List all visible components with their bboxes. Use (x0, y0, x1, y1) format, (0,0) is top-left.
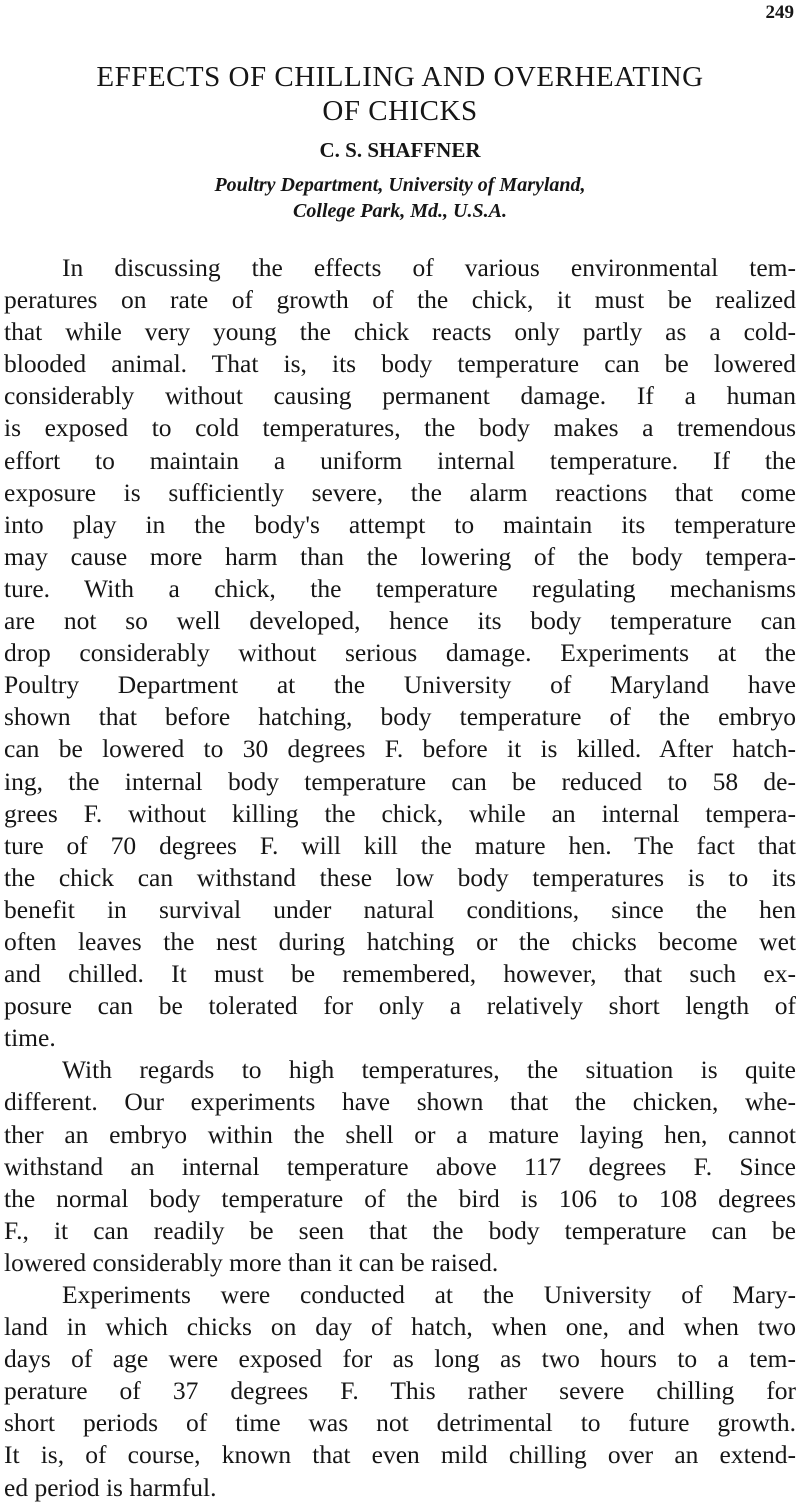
text-line: With regards to high temperatures, the situation is quite (62, 1055, 796, 1085)
title-line: OF CHICKS (322, 95, 478, 127)
text-line: In discussing the effects of various environmental tem- (62, 253, 796, 282)
text-line: are not so well developed, hence its body temperature can (4, 606, 796, 636)
text-line: considerably without causing permanent damage. If a human (4, 381, 796, 411)
text-line: shown that before hatching, body temperature of the embryo (4, 702, 796, 732)
paragraph (4, 1054, 796, 1279)
author-affiliation (0, 172, 800, 224)
text-line: Experiments were conducted at the University of Mary- (62, 1280, 796, 1309)
text-line: often leaves the nest during hatching or the chicks become wet (4, 926, 796, 956)
text-line: can be lowered to 30 degrees F. before it is killed. After hatch- (4, 734, 796, 764)
text-line: may cause more harm than the lowering of the body tempera- (4, 541, 796, 571)
text-line: Poultry Department at the University of Maryland have (4, 670, 796, 700)
text-line: grees F. without killing the chick, while an internal tempera- (4, 798, 796, 828)
text-line: It is, of course, known that even mild chilling over an extend- (4, 1440, 796, 1470)
text-line: ther an embryo within the shell or a mature laying hen, cannot (4, 1119, 796, 1149)
author-name: C. S. SHAFFNER (319, 138, 481, 162)
text-line: peratures on rate of growth of the chick, it must be realized (4, 285, 796, 315)
text-line: ture of 70 degrees F. will kill the mature hen. The fact that (4, 830, 796, 860)
title-line: EFFECTS OF CHILLING AND OVERHEATING (96, 61, 704, 93)
text-line: that while very young the chick reacts only partly as a cold- (4, 317, 796, 347)
text-line: is exposed to cold temperatures, the body makes a tremendous (4, 413, 796, 443)
text-line: blooded animal. That is, its body temperature can be lowered (4, 349, 796, 379)
text-line: drop considerably without serious damage. Experiments at the (4, 638, 796, 668)
text-line: effort to maintain a uniform internal temperature. If the (4, 445, 796, 475)
affiliation-line: Poultry Department, University of Maryland, (214, 174, 586, 196)
text-line: the normal body temperature of the bird is 106 to 108 degrees (4, 1183, 796, 1213)
text-line: benefit in survival under natural conditions, since the hen (4, 894, 796, 924)
text-line: into play in the body's attempt to maintain its temperature (4, 509, 796, 539)
paragraph (4, 1279, 796, 1504)
text-line: short periods of time was not detrimental to future growth. (4, 1408, 796, 1438)
text-line: posure can be tolerated for only a relatively short length of (4, 991, 796, 1021)
text-line: time. (4, 1023, 56, 1053)
text-line: withstand an internal temperature above 117 degrees F. Since (4, 1151, 796, 1181)
text-line: the chick can withstand these low body temperatures is to its (4, 862, 796, 892)
article-title (0, 60, 800, 128)
affiliation-line: College Park, Md., U.S.A. (293, 200, 507, 222)
text-line: ed period is harmful. (4, 1472, 217, 1502)
paragraph (4, 252, 796, 1054)
text-line: and chilled. It must be remembered, however, that such ex- (4, 959, 796, 989)
text-line: F., it can readily be seen that the body temperature can be (4, 1215, 796, 1245)
text-line: ture. With a chick, the temperature regulating mechanisms (4, 573, 796, 603)
text-line: exposure is sufficiently severe, the alarm reactions that come (4, 477, 796, 507)
text-line: ing, the internal body temperature can be reduced to 58 de- (4, 766, 796, 796)
text-line: lowered considerably more than it can be raised. (4, 1247, 499, 1277)
article-body (4, 252, 796, 1504)
text-line: days of age were exposed for as long as two hours to a tem- (4, 1344, 796, 1374)
text-line: perature of 37 degrees F. This rather severe chilling for (4, 1376, 796, 1406)
text-line: different. Our experiments have shown that the chicken, whe- (4, 1087, 796, 1117)
page-number: 249 (765, 2, 794, 23)
text-line: land in which chicks on day of hatch, when one, and when two (4, 1312, 796, 1342)
